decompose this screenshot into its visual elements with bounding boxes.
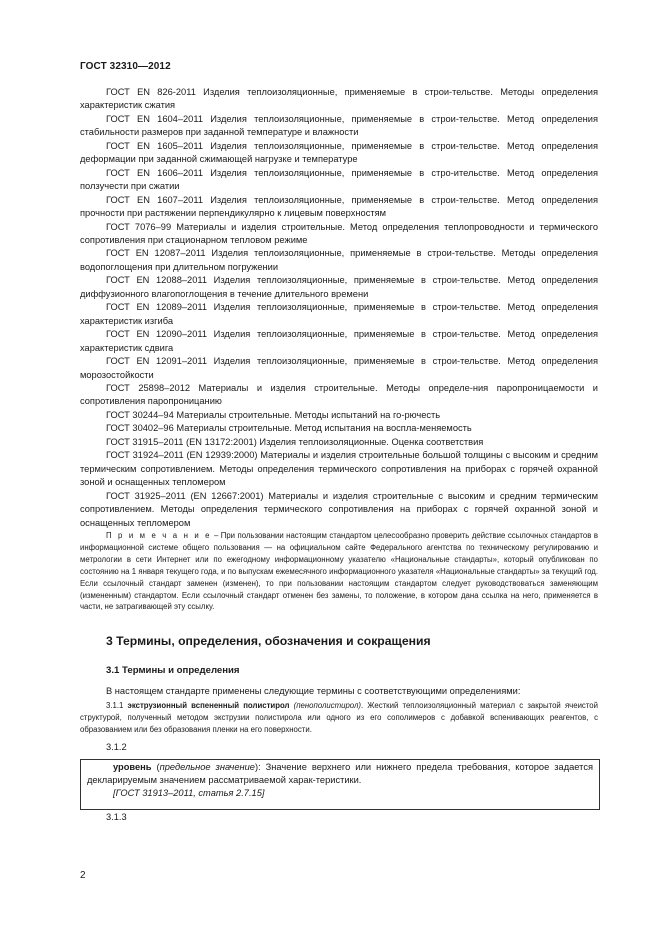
term-definition: Значение верхнего или нижнего предела требования, которое задается декларируемым значением рассматриваемой харак-теристики. [87,762,594,785]
note-label: П р и м е ч а н и е [106,531,212,540]
reference-item: ГОСТ 7076–99 Материалы и изделия строительные. Метод определения теплопроводности и термического сопротивления при стационарном тепловом режиме [80,221,598,245]
section-3-1-heading: 3.1 Термины и определения [106,665,240,676]
term-3-1-2-box [80,759,600,810]
section-3-1-intro: В настоящем стандарте применены следующие термины с соответствующими определениями: [106,686,521,696]
reference-item: ГОСТ EN 12088–2011 Изделия теплоизоляционные, применяемые в строи-тельстве. Метод определения диффузионного влагопоглощения в течение длительного времени [80,275,598,299]
term-number-3-1-3: 3.1.3 [106,812,127,822]
reference-item: ГОСТ EN 1607–2011 Изделия теплоизоляционные, применяемые в строи-тельстве. Метод определения прочности при растяжении перпендикулярно к лицевым поверхностям [80,194,598,219]
term-synonym: (пенополистирол) [293,701,361,710]
normative-references-list [80,86,598,530]
term-number-3-1-2: 3.1.2 [106,742,127,752]
reference-item: ГОСТ EN 1605–2011 Изделия теплоизоляционные, применяемые в строи-тельстве. Метод определения деформации при заданной сжимающей нагрузке и температуре [80,140,598,165]
term-3-1-1 [80,700,598,737]
term-name: уровень [113,762,152,772]
paren-close: ): [254,762,266,772]
reference-item: ГОСТ EN 1604–2011 Изделия теплоизоляционные, применяемые в строи-тельстве. Метод определения стабильности размеров при заданной температуре и влажности [80,113,598,138]
term-source: [ГОСТ 31913–2011, статья 2.7.15] [113,788,265,798]
reference-item: ГОСТ 25898–2012 Материалы и изделия строительные. Методы определе-ния паропроницаемости и сопротивления паропроницанию [80,382,598,407]
paren-open: ( [151,762,160,772]
term-number: 3.1.1 [106,701,124,710]
reference-item: ГОСТ 31915–2011 (EN 13172:2001) Изделия теплоизоляционные. Оценка соответствия [106,436,484,447]
reference-item: ГОСТ EN 826-2011 Изделия теплоизоляционные, применяемые в строи-тельстве. Методы определения характеристик сжатия [80,87,598,111]
reference-item: ГОСТ EN 1606–2011 Изделия теплоизоляционные, применяемые в стро-ительстве. Метод определения ползучести при сжатии [80,167,598,192]
section-3-heading: 3 Термины, определения, обозначения и сокращения [106,634,431,648]
term-alt-name: предельное значение [159,762,255,772]
page-number: 2 [80,870,86,881]
reference-item: ГОСТ EN 12091–2011 Изделия теплоизоляционные, применяемые в строи-тельстве. Метод определения морозостойкости [80,356,598,380]
reference-item: ГОСТ 30402–96 Материалы строительные. Метод испытания на воспла-меняемость [106,423,472,434]
note-text: – При пользовании настоящим стандартом целесообразно проверить действие ссылочных стандартов в информационной системе общего пользования — на официальном сайте Федерального агентства по техническому регулированию и метрологии в сети Интернет или по ежегодному информационному указателю «Национальные стандарты», который опубликован по состоянию на 1 января текущего года, и по выпускам ежемесячного информационного указателя «Национальные стандарты» за текущий год. Если ссылочный стандарт заменен (изменен), то при пользовании настоящим стандартом следует руководствоваться заменяющим (измененным) стандартом. Если ссылочный стандарт отменен без замены, то положение, в котором дана ссылка на него, применяется в части, не затрагивающей эту ссылку. [80,531,598,612]
term-definition: . Жесткий теплоизоляционный материал с закрытой ячеистой структурой, полученный методом экструзии полистирола или одного из его сополимеров с добавкой вспенивающих реагентов, с образованием или без образования пленки на его поверхности. [80,701,598,735]
reference-item: ГОСТ EN 12087–2011 Изделия теплоизоляционные, применяемые в строи-тельстве. Методы определения водопоглощения при длительном погружении [80,248,598,272]
reference-item: ГОСТ 30244–94 Материалы строительные. Методы испытаний на го-рючесть [106,409,441,420]
reference-item: ГОСТ 31925–2011 (EN 12667:2001) Материалы и изделия строительные с высоким и средним термическим сопротивлением. Методы определения термического сопротивления на приборах с горячей охранной зоной и оснащенных тепломером [80,490,598,528]
references-note [80,530,598,613]
reference-item: ГОСТ 31924–2011 (EN 12939:2000) Материалы и изделия строительные большой толщины с высоким и средним термическим сопротивлением. Методы определения термического сопротивления на приборах с горячей охранной зоной и оснащенных тепломером [80,450,598,488]
term-name: экструзионный вспененный полистирол [127,701,290,710]
reference-item: ГОСТ EN 12089–2011 Изделия теплоизоляционные, применяемые в строи-тельстве. Метод определения характеристик изгиба [80,302,598,326]
reference-item: ГОСТ EN 12090–2011 Изделия теплоизоляционные, применяемые в строи-тельстве. Метод определения характеристик сдвига [80,329,598,353]
document-header: ГОСТ 32310—2012 [80,61,171,72]
